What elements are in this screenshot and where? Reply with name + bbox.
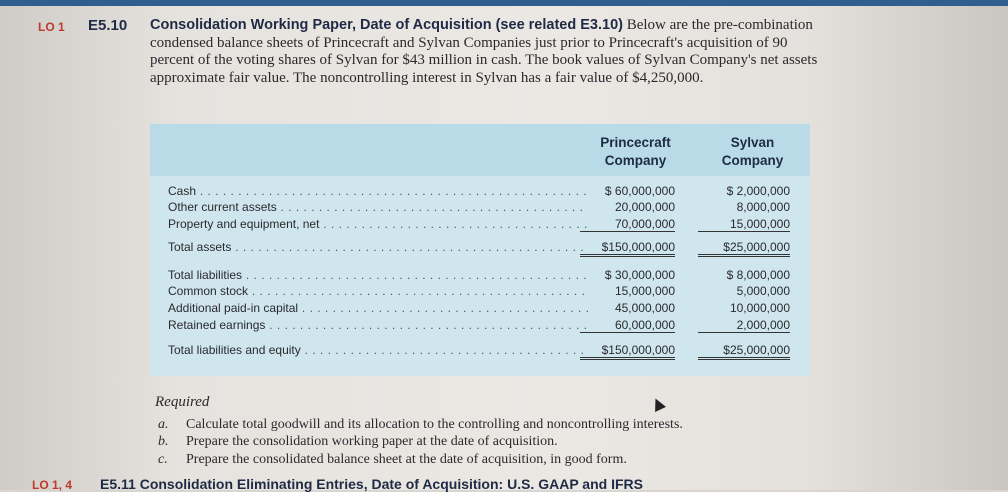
sylvan-value: 10,000,000 <box>729 301 790 315</box>
princecraft-value: $150,000,000 <box>580 343 675 360</box>
row-label: Property and equipment, net . . . <box>168 217 588 231</box>
balance-sheet-table <box>150 124 810 376</box>
exercise-title: Consolidation Working Paper, Date of Acquisition (see related E3.10) <box>150 17 623 33</box>
required-item <box>158 417 683 433</box>
table-row <box>150 184 810 200</box>
table-row <box>150 343 810 359</box>
row-label: Cash . . . <box>168 184 588 198</box>
princecraft-value: $150,000,000 <box>580 240 675 257</box>
table-row <box>150 301 810 317</box>
item-text: Prepare the consolidation working paper at the date of acquisition. <box>186 434 558 449</box>
next-learning-objective-label: LO 1, 4 <box>32 478 73 492</box>
header-band <box>0 0 1008 6</box>
row-label: Common stock . . . <box>168 284 588 298</box>
princecraft-value: 70,000,000 <box>580 217 675 232</box>
exercise-text: Below are the pre-combination condensed balance sheets of Princecraft and Sylvan Companies just prior to Princecraft's acquisition of 90 percent of the voting shares of Sylvan for $43 million in cash. The book values of Sylvan Company's net assets approximate fair value. The noncontrolling interest in Sylvan has a fair value of $4,250,000. <box>150 17 818 86</box>
next-exercise-title: E5.11 Consolidation Eliminating Entries, Date of Acquisition: U.S. GAAP and IFRS <box>100 476 643 492</box>
sylvan-value: $ 2,000,000 <box>726 184 790 198</box>
sylvan-value: 5,000,000 <box>736 284 790 298</box>
item-letter: c. <box>158 452 168 467</box>
col2-line2: Company <box>721 153 784 168</box>
table-row <box>150 200 810 216</box>
col1-line1: Princecraft <box>600 135 671 150</box>
princecraft-value: $ 60,000,000 <box>604 184 675 198</box>
exercise-number: E5.10 <box>88 17 128 34</box>
table-row <box>150 240 810 256</box>
princecraft-value: 20,000,000 <box>614 200 675 214</box>
princecraft-column-header <box>578 134 693 170</box>
princecraft-value: $ 30,000,000 <box>604 268 675 282</box>
item-text: Calculate total goodwill and its allocation to the controlling and noncontrolling interests. <box>186 417 683 432</box>
sylvan-value: $25,000,000 <box>698 240 790 257</box>
sylvan-value: $25,000,000 <box>698 343 790 360</box>
item-letter: b. <box>158 434 169 449</box>
row-label: Total assets . . . <box>168 240 588 254</box>
row-label: Total liabilities . . . <box>168 268 588 282</box>
mouse-pointer-icon <box>650 396 666 412</box>
table-row <box>150 284 810 300</box>
princecraft-value: 60,000,000 <box>580 318 675 333</box>
exercise-description <box>150 17 830 87</box>
required-item <box>158 452 627 468</box>
sylvan-value: 15,000,000 <box>698 217 790 232</box>
required-heading: Required <box>155 394 210 410</box>
col2-line1: Sylvan <box>730 135 775 150</box>
learning-objective-label: LO 1 <box>38 20 65 34</box>
sylvan-value: $ 8,000,000 <box>726 268 790 282</box>
table-row <box>150 268 810 284</box>
sylvan-value: 2,000,000 <box>698 318 790 333</box>
princecraft-value: 45,000,000 <box>614 301 675 315</box>
required-item <box>158 434 558 450</box>
princecraft-value: 15,000,000 <box>614 284 675 298</box>
table-row <box>150 318 810 334</box>
sylvan-value: 8,000,000 <box>736 200 790 214</box>
row-label: Other current assets . . . <box>168 200 588 214</box>
item-letter: a. <box>158 417 169 432</box>
row-label: Total liabilities and equity . . . <box>168 343 588 357</box>
table-row <box>150 217 810 233</box>
sylvan-column-header <box>705 134 800 170</box>
row-label: Additional paid-in capital . . . <box>168 301 588 315</box>
col1-line2: Company <box>604 153 667 168</box>
item-text: Prepare the consolidated balance sheet at the date of acquisition, in good form. <box>186 452 627 467</box>
row-label: Retained earnings . . . <box>168 318 588 332</box>
